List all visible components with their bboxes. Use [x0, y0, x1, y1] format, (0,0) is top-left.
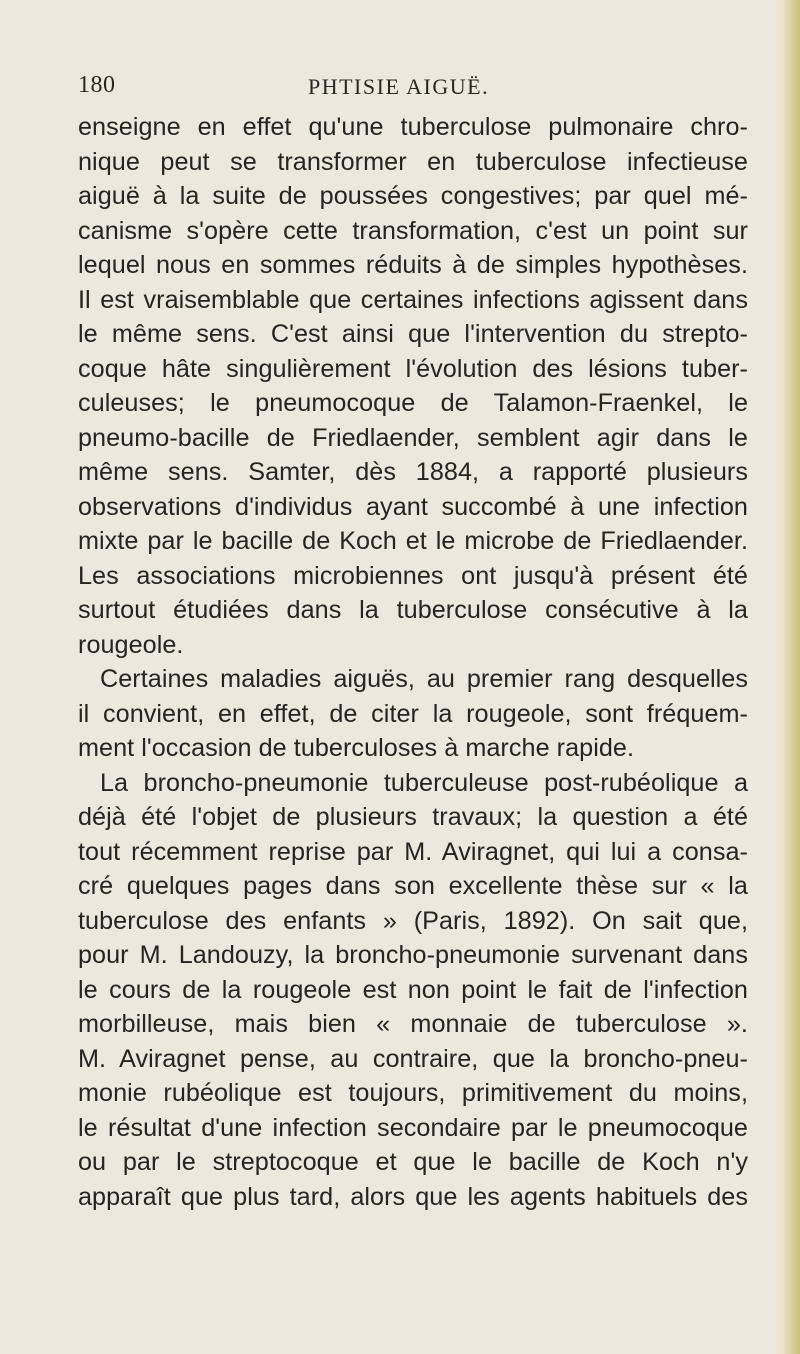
- text-line: enseigne en effet qu'une tuberculose pulmonaire chro-: [78, 113, 748, 141]
- text-line: canisme s'opère cette transformation, c'est un point sur: [78, 216, 748, 245]
- text-line: ou par le streptocoque et que le bacille de Koch n'y: [78, 1148, 748, 1176]
- text-line: déjà été l'objet de plusieurs travaux; la question a été: [78, 803, 748, 831]
- page-heading: PHTISIE AIGUË.: [308, 74, 490, 99]
- body-text: [78, 110, 748, 1214]
- text-line: apparaît que plus tard, alors que les agents habituels des: [78, 1182, 748, 1211]
- text-line: le résultat d'une infection secondaire par le pneumocoque: [78, 1113, 748, 1142]
- text-line: le cours de la rougeole est non point le fait de l'infection: [78, 975, 748, 1004]
- text-line: culeuses; le pneumocoque de Talamon-Fraenkel, le: [78, 389, 748, 417]
- text-line-paragraph-end: ment l'occasion de tuberculoses à marche rapide.: [78, 734, 635, 762]
- text-line: pneumo-bacille de Friedlaender, semblent agir dans le: [78, 423, 748, 452]
- text-line-paragraph-start: La broncho-pneumonie tuberculeuse post-rubéolique a: [100, 768, 748, 797]
- text-line: cré quelques pages dans son excellente thèse sur « la: [78, 872, 748, 900]
- text-line: mixte par le bacille de Koch et le microbe de Friedlaender.: [78, 527, 748, 555]
- text-line: Les associations microbiennes ont jusqu'à présent été: [78, 561, 748, 590]
- text-line: tuberculose des enfants » (Paris, 1892). On sait que,: [78, 906, 748, 935]
- page-number: 180: [78, 72, 116, 98]
- text-line: il convient, en effet, de citer la rougeole, sont fréquem-: [78, 699, 748, 728]
- page-edge-shading: [774, 0, 800, 1354]
- text-line: M. Aviragnet pense, au contraire, que la broncho-pneu-: [78, 1044, 748, 1073]
- text-line: morbilleuse, mais bien « monnaie de tuberculose ».: [78, 1010, 748, 1038]
- text-line: observations d'individus ayant succombé à une infection: [78, 492, 748, 521]
- text-line: tout récemment reprise par M. Aviragnet, qui lui a consa-: [78, 837, 748, 866]
- text-line: monie rubéolique est toujours, primitivement du moins,: [78, 1079, 748, 1107]
- text-line: Il est vraisemblable que certaines infections agissent dans: [78, 285, 748, 314]
- text-line: surtout étudiées dans la tuberculose consécutive à la: [78, 596, 748, 624]
- text-line-paragraph-end: rougeole.: [78, 630, 184, 659]
- text-line-paragraph-start: Certaines maladies aiguës, au premier rang desquelles: [100, 665, 748, 693]
- text-line: aiguë à la suite de poussées congestives; par quel mé-: [78, 182, 748, 210]
- text-line: le même sens. C'est ainsi que l'intervention du strepto-: [78, 320, 748, 348]
- text-line: coque hâte singulièrement l'évolution des lésions tuber-: [78, 354, 748, 383]
- text-line: nique peut se transformer en tuberculose infectieuse: [78, 147, 748, 176]
- running-head: [78, 72, 738, 106]
- text-line: même sens. Samter, dès 1884, a rapporté plusieurs: [78, 458, 748, 486]
- text-line: pour M. Landouzy, la broncho-pneumonie survenant dans: [78, 941, 748, 969]
- text-line: lequel nous en sommes réduits à de simples hypothèses.: [78, 251, 748, 279]
